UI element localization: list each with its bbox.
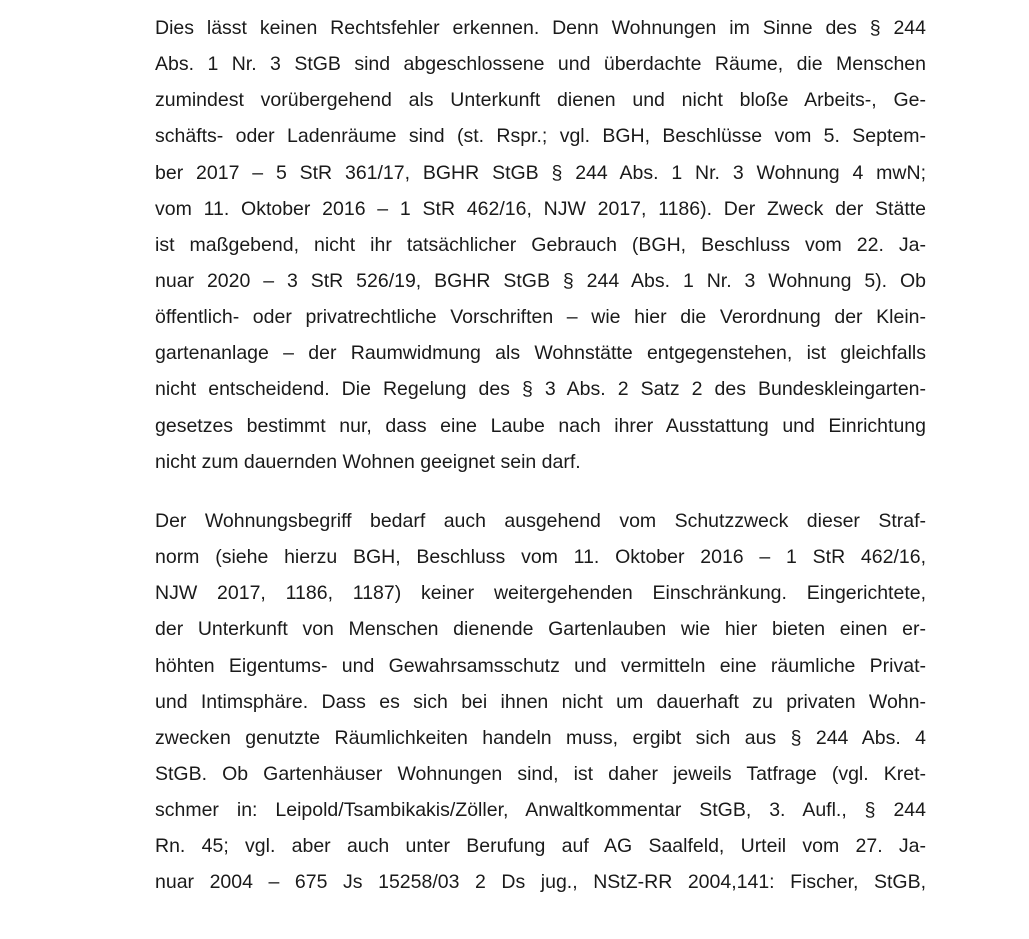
text-line: Rn. 45; vgl. aber auch unter Berufung auf AG Saalfeld, Urteil vom 27. Ja- — [155, 835, 926, 858]
text-line: schmer in: Leipold/Tsambikakis/Zöller, Anwaltkommentar StGB, 3. Aufl., § 244 — [155, 799, 926, 822]
paragraph-2 — [155, 508, 926, 906]
text-line: NJW 2017, 1186, 1187) keiner weitergehenden Einschränkung. Eingerichtete, — [155, 582, 926, 605]
text-line: zwecken genutzte Räumlichkeiten handeln muss, ergibt sich aus § 244 Abs. 4 — [155, 726, 926, 749]
text-line: nicht entscheidend. Die Regelung des § 3 Abs. 2 Satz 2 des Bundeskleingarten- — [155, 378, 926, 401]
text-line: gartenanlage – der Raumwidmung als Wohnstätte entgegenstehen, ist gleichfalls — [155, 342, 926, 365]
text-line: norm (siehe hierzu BGH, Beschluss vom 11. Oktober 2016 – 1 StR 462/16, — [155, 546, 926, 569]
paragraph-1 — [155, 15, 926, 485]
text-line: nuar 2020 – 3 StR 526/19, BGHR StGB § 244 Abs. 1 Nr. 3 Wohnung 5). Ob — [155, 269, 926, 292]
text-line: schäfts- oder Ladenräume sind (st. Rspr.; vgl. BGH, Beschlüsse vom 5. Septem- — [155, 125, 926, 148]
text-line: Abs. 1 Nr. 3 StGB sind abgeschlossene und überdachte Räume, die Menschen — [155, 53, 926, 76]
text-line: Der Wohnungsbegriff bedarf auch ausgehend vom Schutzzweck dieser Straf- — [155, 510, 926, 532]
text-line: ist maßgebend, nicht ihr tatsächlicher Gebrauch (BGH, Beschluss vom 22. Ja- — [155, 233, 926, 256]
text-line: und Intimsphäre. Dass es sich bei ihnen nicht um dauerhaft zu privaten Wohn- — [155, 690, 926, 713]
text-line: StGB. Ob Gartenhäuser Wohnungen sind, ist daher jeweils Tatfrage (vgl. Kret- — [155, 762, 926, 785]
text-line: öffentlich- oder privatrechtliche Vorschriften – wie hier die Verordnung der Klein- — [155, 306, 926, 329]
text-line: ber 2017 – 5 StR 361/17, BGHR StGB § 244 Abs. 1 Nr. 3 Wohnung 4 mwN; — [155, 161, 926, 184]
text-line: Dies lässt keinen Rechtsfehler erkennen. Denn Wohnungen im Sinne des § 244 — [155, 17, 926, 39]
text-line: vom 11. Oktober 2016 – 1 StR 462/16, NJW 2017, 1186). Der Zweck der Stätte — [155, 197, 926, 220]
text-line: höhten Eigentums- und Gewahrsamsschutz und vermitteln eine räumliche Privat- — [155, 654, 926, 677]
text-line: gesetzes bestimmt nur, dass eine Laube nach ihrer Ausstattung und Einrichtung — [155, 414, 926, 437]
text-line: der Unterkunft von Menschen dienende Gartenlauben wie hier bieten einen er- — [155, 618, 926, 641]
text-line: nicht zum dauernden Wohnen geeignet sein darf. — [155, 450, 581, 473]
text-line: zumindest vorübergehend als Unterkunft dienen und nicht bloße Arbeits-, Ge- — [155, 89, 926, 112]
text-line: nuar 2004 – 675 Js 15258/03 2 Ds jug., NStZ-RR 2004,141: Fischer, StGB, — [155, 871, 926, 894]
